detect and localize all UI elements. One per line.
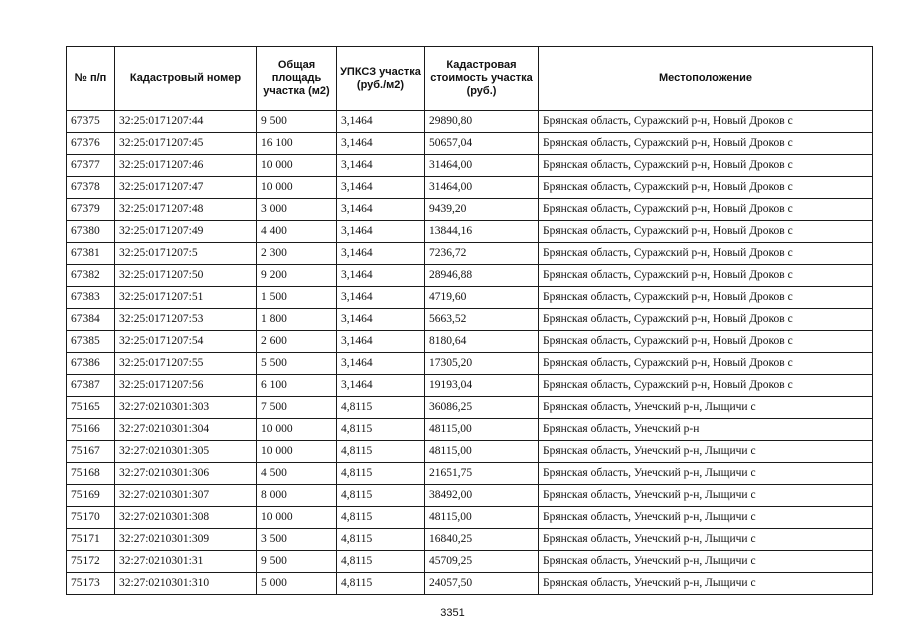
cell-cadastral-number: 32:25:0171207:54 (115, 331, 257, 353)
cell-cadastral-value: 19193,04 (425, 375, 539, 397)
cell-area: 10 000 (257, 507, 337, 529)
cell-cadastral-value: 29890,80 (425, 111, 539, 133)
cell-area: 6 100 (257, 375, 337, 397)
header-upksz: УПКСЗ участка (руб./м2) (337, 47, 425, 111)
cell-cadastral-value: 9439,20 (425, 199, 539, 221)
cell-index: 75172 (67, 551, 115, 573)
table-header (67, 47, 873, 111)
table-row (67, 331, 873, 353)
cell-location: Брянская область, Суражский р-н, Новый Дроков с (539, 243, 873, 265)
cell-cadastral-number: 32:27:0210301:303 (115, 397, 257, 419)
cell-upksz: 4,8115 (337, 551, 425, 573)
cell-area: 3 000 (257, 199, 337, 221)
header-area: Общая площадь участка (м2) (257, 47, 337, 111)
cell-upksz: 3,1464 (337, 265, 425, 287)
cell-location: Брянская область, Суражский р-н, Новый Дроков с (539, 133, 873, 155)
cell-cadastral-value: 36086,25 (425, 397, 539, 419)
cell-index: 75168 (67, 463, 115, 485)
table-row (67, 529, 873, 551)
cell-area: 7 500 (257, 397, 337, 419)
table-row (67, 485, 873, 507)
cell-cadastral-number: 32:27:0210301:31 (115, 551, 257, 573)
table-row (67, 177, 873, 199)
cell-upksz: 4,8115 (337, 529, 425, 551)
cell-cadastral-number: 32:27:0210301:309 (115, 529, 257, 551)
cell-upksz: 3,1464 (337, 177, 425, 199)
cell-cadastral-number: 32:25:0171207:45 (115, 133, 257, 155)
cell-cadastral-value: 48115,00 (425, 441, 539, 463)
page-number: 3351 (440, 607, 465, 619)
cell-cadastral-value: 50657,04 (425, 133, 539, 155)
cell-area: 4 400 (257, 221, 337, 243)
cell-location: Брянская область, Суражский р-н, Новый Дроков с (539, 111, 873, 133)
cell-index: 67384 (67, 309, 115, 331)
cell-cadastral-value: 38492,00 (425, 485, 539, 507)
cell-cadastral-value: 48115,00 (425, 507, 539, 529)
cell-cadastral-number: 32:25:0171207:56 (115, 375, 257, 397)
table-row (67, 397, 873, 419)
cell-location: Брянская область, Суражский р-н, Новый Дроков с (539, 331, 873, 353)
cell-cadastral-number: 32:25:0171207:5 (115, 243, 257, 265)
cell-cadastral-number: 32:25:0171207:53 (115, 309, 257, 331)
cell-cadastral-number: 32:25:0171207:46 (115, 155, 257, 177)
cell-location: Брянская область, Унечский р-н, Лыщичи с (539, 441, 873, 463)
cell-index: 67379 (67, 199, 115, 221)
cell-cadastral-number: 32:27:0210301:307 (115, 485, 257, 507)
cell-cadastral-value: 16840,25 (425, 529, 539, 551)
header-index: № п/п (67, 47, 115, 111)
table-row (67, 507, 873, 529)
header-cadastral-value: Кадастровая стоимость участка (руб.) (425, 47, 539, 111)
cell-index: 75173 (67, 573, 115, 595)
table-row (67, 353, 873, 375)
cell-upksz: 3,1464 (337, 331, 425, 353)
cell-area: 4 500 (257, 463, 337, 485)
cell-upksz: 3,1464 (337, 287, 425, 309)
cell-location: Брянская область, Суражский р-н, Новый Дроков с (539, 265, 873, 287)
cell-index: 67387 (67, 375, 115, 397)
cell-cadastral-value: 13844,16 (425, 221, 539, 243)
cell-location: Брянская область, Суражский р-н, Новый Дроков с (539, 375, 873, 397)
header-location: Местоположение (539, 47, 873, 111)
table-row (67, 573, 873, 595)
cell-index: 75165 (67, 397, 115, 419)
cell-area: 8 000 (257, 485, 337, 507)
cell-area: 10 000 (257, 419, 337, 441)
cell-location: Брянская область, Унечский р-н, Лыщичи с (539, 551, 873, 573)
cell-upksz: 3,1464 (337, 133, 425, 155)
cell-upksz: 4,8115 (337, 573, 425, 595)
cell-cadastral-number: 32:27:0210301:305 (115, 441, 257, 463)
cell-cadastral-value: 31464,00 (425, 177, 539, 199)
cell-index: 67383 (67, 287, 115, 309)
cell-area: 3 500 (257, 529, 337, 551)
cell-cadastral-value: 24057,50 (425, 573, 539, 595)
cell-index: 67380 (67, 221, 115, 243)
cell-cadastral-number: 32:25:0171207:50 (115, 265, 257, 287)
table-row (67, 221, 873, 243)
cell-index: 75170 (67, 507, 115, 529)
table-row (67, 199, 873, 221)
cadastral-table (66, 46, 873, 595)
cell-location: Брянская область, Суражский р-н, Новый Дроков с (539, 199, 873, 221)
cell-index: 75166 (67, 419, 115, 441)
cell-upksz: 3,1464 (337, 221, 425, 243)
cell-cadastral-value: 5663,52 (425, 309, 539, 331)
cell-cadastral-value: 31464,00 (425, 155, 539, 177)
cell-area: 9 200 (257, 265, 337, 287)
table-row (67, 265, 873, 287)
cell-location: Брянская область, Унечский р-н (539, 419, 873, 441)
table-row (67, 111, 873, 133)
cell-index: 67385 (67, 331, 115, 353)
cell-cadastral-value: 4719,60 (425, 287, 539, 309)
cell-upksz: 3,1464 (337, 375, 425, 397)
cell-cadastral-number: 32:25:0171207:51 (115, 287, 257, 309)
cell-cadastral-value: 8180,64 (425, 331, 539, 353)
cell-area: 1 500 (257, 287, 337, 309)
cell-area: 2 600 (257, 331, 337, 353)
cell-location: Брянская область, Унечский р-н, Лыщичи с (539, 485, 873, 507)
cell-upksz: 4,8115 (337, 485, 425, 507)
cell-upksz: 4,8115 (337, 419, 425, 441)
cell-location: Брянская область, Унечский р-н, Лыщичи с (539, 529, 873, 551)
cell-area: 16 100 (257, 133, 337, 155)
table-row (67, 309, 873, 331)
cell-area: 1 800 (257, 309, 337, 331)
cell-area: 2 300 (257, 243, 337, 265)
cell-area: 10 000 (257, 441, 337, 463)
cell-area: 9 500 (257, 111, 337, 133)
cell-cadastral-number: 32:27:0210301:308 (115, 507, 257, 529)
cell-location: Брянская область, Унечский р-н, Лыщичи с (539, 573, 873, 595)
cell-index: 67386 (67, 353, 115, 375)
cell-index: 67377 (67, 155, 115, 177)
cell-index: 75169 (67, 485, 115, 507)
cell-cadastral-number: 32:25:0171207:49 (115, 221, 257, 243)
cell-upksz: 3,1464 (337, 309, 425, 331)
cell-cadastral-value: 21651,75 (425, 463, 539, 485)
cell-cadastral-number: 32:25:0171207:48 (115, 199, 257, 221)
cell-area: 10 000 (257, 155, 337, 177)
cell-index: 75171 (67, 529, 115, 551)
cell-location: Брянская область, Суражский р-н, Новый Дроков с (539, 221, 873, 243)
cell-location: Брянская область, Унечский р-н, Лыщичи с (539, 463, 873, 485)
table-row (67, 441, 873, 463)
cell-cadastral-value: 7236,72 (425, 243, 539, 265)
cell-cadastral-number: 32:27:0210301:310 (115, 573, 257, 595)
cell-cadastral-number: 32:27:0210301:306 (115, 463, 257, 485)
cell-location: Брянская область, Унечский р-н, Лыщичи с (539, 507, 873, 529)
cell-area: 5 500 (257, 353, 337, 375)
cell-index: 67378 (67, 177, 115, 199)
cell-index: 67382 (67, 265, 115, 287)
cell-upksz: 3,1464 (337, 199, 425, 221)
cell-upksz: 3,1464 (337, 353, 425, 375)
table-row (67, 287, 873, 309)
cell-upksz: 4,8115 (337, 507, 425, 529)
cell-upksz: 4,8115 (337, 463, 425, 485)
cell-cadastral-number: 32:25:0171207:55 (115, 353, 257, 375)
header-cadastral-number: Кадастровый номер (115, 47, 257, 111)
cell-upksz: 3,1464 (337, 243, 425, 265)
table-row (67, 463, 873, 485)
cell-location: Брянская область, Унечский р-н, Лыщичи с (539, 397, 873, 419)
table-row (67, 133, 873, 155)
cell-index: 75167 (67, 441, 115, 463)
table-body (67, 111, 873, 595)
table-row (67, 551, 873, 573)
cell-location: Брянская область, Суражский р-н, Новый Дроков с (539, 287, 873, 309)
cell-cadastral-number: 32:27:0210301:304 (115, 419, 257, 441)
cell-cadastral-number: 32:25:0171207:47 (115, 177, 257, 199)
cell-upksz: 4,8115 (337, 441, 425, 463)
cell-cadastral-number: 32:25:0171207:44 (115, 111, 257, 133)
cell-cadastral-value: 45709,25 (425, 551, 539, 573)
table-row (67, 375, 873, 397)
cell-area: 10 000 (257, 177, 337, 199)
cell-cadastral-value: 28946,88 (425, 265, 539, 287)
cell-upksz: 3,1464 (337, 111, 425, 133)
cell-index: 67376 (67, 133, 115, 155)
cell-cadastral-value: 48115,00 (425, 419, 539, 441)
cell-upksz: 4,8115 (337, 397, 425, 419)
cell-location: Брянская область, Суражский р-н, Новый Дроков с (539, 309, 873, 331)
cell-area: 5 000 (257, 573, 337, 595)
cell-index: 67381 (67, 243, 115, 265)
cell-area: 9 500 (257, 551, 337, 573)
cell-cadastral-value: 17305,20 (425, 353, 539, 375)
table-row (67, 243, 873, 265)
cell-location: Брянская область, Суражский р-н, Новый Дроков с (539, 353, 873, 375)
header-row (67, 47, 873, 111)
cell-location: Брянская область, Суражский р-н, Новый Дроков с (539, 177, 873, 199)
cell-location: Брянская область, Суражский р-н, Новый Дроков с (539, 155, 873, 177)
table-row (67, 419, 873, 441)
table-row (67, 155, 873, 177)
cell-index: 67375 (67, 111, 115, 133)
cell-upksz: 3,1464 (337, 155, 425, 177)
